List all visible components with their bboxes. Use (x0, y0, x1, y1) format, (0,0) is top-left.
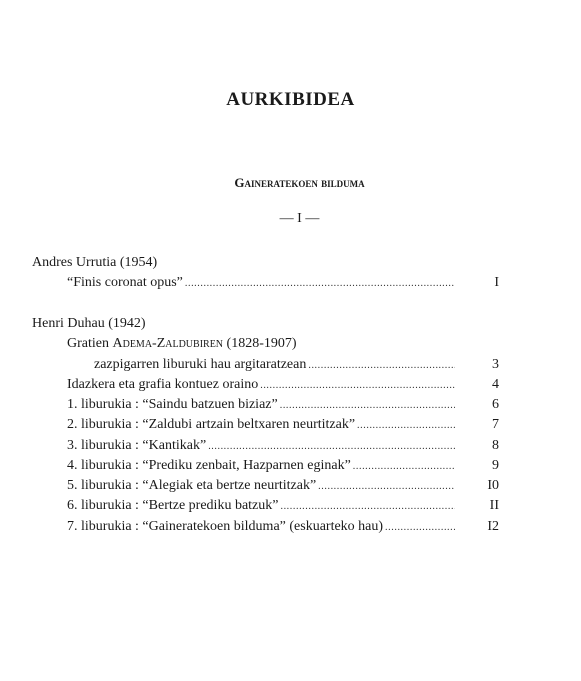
toc-entry[interactable] (67, 458, 455, 474)
dot-leader (260, 380, 455, 391)
toc-page-number: 7 (492, 417, 499, 432)
dot-leader (318, 481, 455, 492)
toc-entry-label: Idazkera eta grafia kontuez oraino (67, 377, 259, 392)
toc-entry-label: 4. liburukia : “Prediku zenbait, Hazparnen eginak” (67, 458, 351, 473)
toc-page-number: 9 (492, 458, 499, 473)
toc-entry-label: zazpigarren liburuki hau argitaratzean (94, 357, 307, 372)
toc-entry[interactable] (67, 417, 455, 433)
toc-entry-label: 2. liburukia : “Zaldubi artzain beltxaren neurtitzak” (67, 417, 356, 432)
toc-page-number: II (489, 498, 499, 513)
toc-entry[interactable] (67, 438, 455, 454)
toc-entry[interactable] (67, 498, 455, 514)
collection-subtitle: Gaineratekoen bilduma (234, 175, 365, 190)
toc-page-number: I2 (487, 519, 499, 534)
dot-leader (185, 278, 455, 289)
dot-leader (208, 441, 455, 452)
subheading-prefix: Gratien (67, 336, 113, 351)
page-title: AURKIBIDEA (226, 89, 355, 110)
subheading-suffix: (1828-1907) (223, 336, 297, 351)
toc-page-number: I0 (487, 478, 499, 493)
toc-entry[interactable] (67, 377, 455, 393)
toc-page-number: 8 (492, 438, 499, 453)
toc-entry-label: 6. liburukia : “Bertze prediku batzuk” (67, 498, 279, 513)
section-number: — I — (279, 211, 320, 226)
dot-leader (353, 461, 455, 472)
subheading-name: Adema-Zaldubiren (112, 336, 224, 351)
dot-leader (357, 420, 455, 431)
subheading (67, 336, 297, 352)
toc-page-number: 4 (492, 377, 499, 392)
dot-leader (280, 501, 455, 512)
author-heading: Andres Urrutia (1954) (32, 255, 158, 270)
toc-entry-label: “Finis coronat opus” (67, 275, 183, 290)
toc-page-number: I (494, 275, 499, 290)
author-heading: Henri Duhau (1942) (32, 316, 146, 331)
dot-leader (280, 400, 455, 411)
toc-entry-label: 7. liburukia : “Gaineratekoen bilduma” (eskuarteko hau) (67, 519, 384, 534)
toc-entry[interactable] (67, 519, 455, 535)
toc-entry[interactable] (67, 397, 455, 413)
dot-leader (308, 360, 455, 371)
toc-page-number: 6 (492, 397, 499, 412)
dot-leader (385, 522, 455, 533)
toc-entry-label: 1. liburukia : “Saindu batzuen biziaz” (67, 397, 278, 412)
toc-entry[interactable] (67, 275, 455, 291)
toc-entry[interactable] (67, 478, 455, 494)
toc-entry-label: 3. liburukia : “Kantikak” (67, 438, 207, 453)
toc-entry[interactable] (94, 357, 455, 373)
toc-entry-label: 5. liburukia : “Alegiak eta bertze neurtitzak” (67, 478, 317, 493)
toc-page-number: 3 (492, 357, 499, 372)
